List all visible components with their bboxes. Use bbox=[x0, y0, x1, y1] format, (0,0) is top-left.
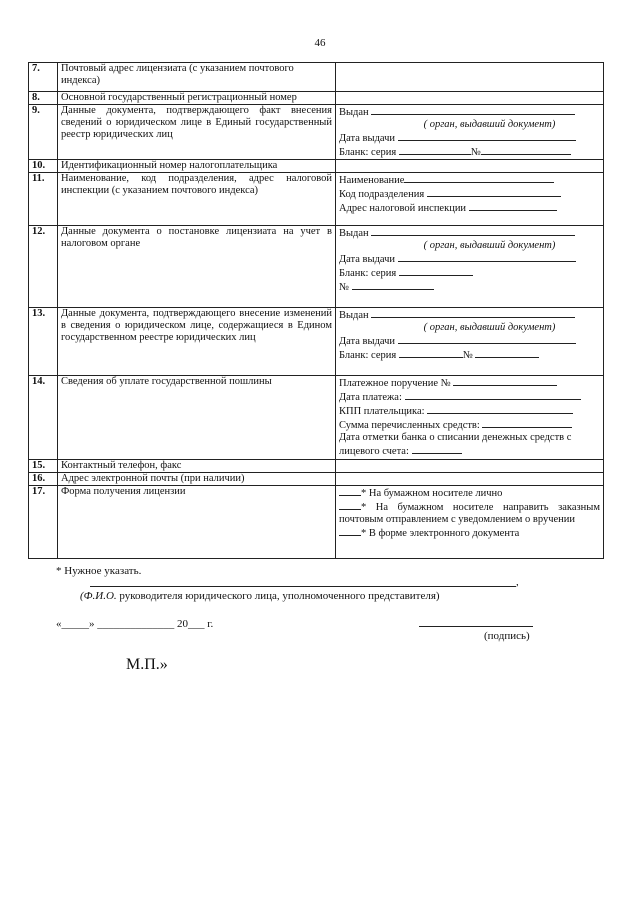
fio-comma: , bbox=[516, 576, 519, 588]
table-row bbox=[29, 63, 604, 92]
option-paper-by-mail bbox=[339, 500, 600, 526]
amount-label: Сумма перечисленных средств: bbox=[339, 420, 480, 431]
division-code-field[interactable] bbox=[427, 187, 561, 197]
issue-date-label: Дата выдачи bbox=[339, 254, 396, 265]
table-row bbox=[29, 226, 604, 308]
table-row bbox=[29, 460, 604, 473]
option-label: * На бумажном носителе лично bbox=[361, 488, 503, 499]
row-description: Адрес электронной почты (при наличии) bbox=[58, 473, 336, 486]
date-line[interactable]: «_____» ______________ 20___ г. bbox=[56, 618, 214, 630]
issued-field[interactable] bbox=[371, 226, 575, 236]
row-number: 12. bbox=[29, 226, 58, 308]
stamp-place: М.П.» bbox=[126, 656, 168, 673]
issue-date-label: Дата выдачи bbox=[339, 133, 396, 144]
row-description: Основной государственный регистрационный номер bbox=[58, 92, 336, 105]
option-checkbox[interactable] bbox=[339, 526, 361, 536]
issued-field[interactable] bbox=[371, 105, 575, 115]
option-label: * На бумажном носителе направить заказным почтовым отправлением с уведомлением о вручении bbox=[339, 502, 600, 525]
payment-order-label: Платежное поручение № bbox=[339, 378, 451, 389]
row-description: Форма получения лицензии bbox=[58, 486, 336, 559]
signature-line[interactable] bbox=[419, 626, 533, 627]
document-details bbox=[336, 308, 604, 376]
table-row bbox=[29, 173, 604, 226]
form-series-field[interactable] bbox=[399, 145, 471, 155]
payment-date-field[interactable] bbox=[405, 390, 581, 400]
row-number: 15. bbox=[29, 460, 58, 473]
form-number-field[interactable] bbox=[481, 145, 571, 155]
form-series-label: Бланк: серия bbox=[339, 147, 397, 158]
issuer-hint: ( орган, выдавший документ) bbox=[423, 119, 556, 130]
bank-mark-label: Дата отметки банка о списании денежных средств с лицевого счета: bbox=[339, 432, 572, 457]
tax-office-details bbox=[336, 173, 604, 226]
form-number-field[interactable] bbox=[475, 348, 539, 358]
row-description: Данные документа, подтверждающего внесение изменений в сведения о юридическом лице, содержащиеся в Едином государственном реестре юридических лиц bbox=[58, 308, 336, 376]
row-description: Идентификационный номер налогоплательщика bbox=[58, 160, 336, 173]
row-number: 8. bbox=[29, 92, 58, 105]
row-number: 9. bbox=[29, 105, 58, 160]
row-description: Сведения об уплате государственной пошлины bbox=[58, 376, 336, 460]
payment-date-label: Дата платежа: bbox=[339, 392, 402, 403]
form-series-field[interactable] bbox=[399, 348, 463, 358]
row-description: Данные документа о постановке лицензиата на учет в налоговом органе bbox=[58, 226, 336, 308]
document-details bbox=[336, 105, 604, 160]
option-electronic bbox=[339, 526, 600, 540]
table-row bbox=[29, 160, 604, 173]
issued-label: Выдан bbox=[339, 107, 369, 118]
form-series-field[interactable] bbox=[399, 266, 473, 276]
issuer-hint: ( орган, выдавший документ) bbox=[423, 322, 556, 333]
fio-label-rest: руководителя юридического лица, уполномоченного представителя) bbox=[116, 590, 440, 602]
row-value-field[interactable] bbox=[336, 460, 604, 473]
issued-label: Выдан bbox=[339, 310, 369, 321]
license-form-table bbox=[28, 62, 604, 559]
row-value-field[interactable] bbox=[336, 160, 604, 173]
row-description: Данные документа, подтверждающего факт внесения сведений о юридическом лице в Единый государственный реестр юридических лиц bbox=[58, 105, 336, 160]
payer-kpp-field[interactable] bbox=[427, 404, 573, 414]
page-number: 46 bbox=[314, 37, 326, 49]
name-field[interactable] bbox=[404, 173, 554, 183]
row-number: 16. bbox=[29, 473, 58, 486]
table-row bbox=[29, 376, 604, 460]
table-row bbox=[29, 92, 604, 105]
row-value-field[interactable] bbox=[336, 473, 604, 486]
number-sign: № bbox=[470, 147, 481, 158]
payer-kpp-label: КПП плательщика: bbox=[339, 406, 425, 417]
table-row bbox=[29, 105, 604, 160]
option-label: * В форме электронного документа bbox=[361, 528, 520, 539]
fio-label bbox=[80, 590, 440, 602]
option-checkbox[interactable] bbox=[339, 486, 361, 496]
form-series-label: Бланк: серия bbox=[339, 268, 397, 279]
division-code-label: Код подразделения bbox=[339, 189, 425, 200]
document-details bbox=[336, 226, 604, 308]
row-description: Наименование, код подразделения, адрес налоговой инспекции (с указанием почтового индекса) bbox=[58, 173, 336, 226]
issue-date-label: Дата выдачи bbox=[339, 336, 396, 347]
license-form-options bbox=[336, 486, 604, 559]
fio-label-italic: (Ф.И.О. bbox=[80, 590, 117, 602]
row-description: Почтовый адрес лицензиата (с указанием почтового индекса) bbox=[58, 63, 336, 92]
fio-signature-line[interactable] bbox=[90, 585, 516, 587]
table-row bbox=[29, 473, 604, 486]
payment-details bbox=[336, 376, 604, 460]
row-number: 17. bbox=[29, 486, 58, 559]
row-number: 7. bbox=[29, 63, 58, 92]
row-value-field[interactable] bbox=[336, 92, 604, 105]
issued-label: Выдан bbox=[339, 228, 369, 239]
signature-label: (подпись) bbox=[484, 630, 530, 642]
issued-field[interactable] bbox=[371, 308, 575, 318]
name-label: Наименование bbox=[339, 175, 405, 186]
tax-address-label: Адрес налоговой инспекции bbox=[339, 203, 467, 214]
form-series-label: Бланк: серия bbox=[339, 350, 397, 361]
issue-date-field[interactable] bbox=[398, 252, 576, 262]
number-sign: № bbox=[339, 282, 350, 293]
option-checkbox[interactable] bbox=[339, 500, 361, 510]
bank-mark-field[interactable] bbox=[412, 444, 462, 454]
number-sign: № bbox=[462, 350, 473, 361]
issue-date-field[interactable] bbox=[398, 131, 576, 141]
footnote: * Нужное указать. bbox=[56, 565, 142, 577]
payment-order-field[interactable] bbox=[453, 376, 557, 386]
option-paper-in-person bbox=[339, 486, 600, 500]
amount-field[interactable] bbox=[482, 418, 572, 428]
form-number-field[interactable] bbox=[352, 280, 434, 290]
row-number: 13. bbox=[29, 308, 58, 376]
row-description: Контактный телефон, факс bbox=[58, 460, 336, 473]
issuer-hint: ( орган, выдавший документ) bbox=[423, 240, 556, 251]
row-number: 14. bbox=[29, 376, 58, 460]
row-value-field[interactable] bbox=[336, 63, 604, 92]
table-row bbox=[29, 486, 604, 559]
row-number: 10. bbox=[29, 160, 58, 173]
table-row bbox=[29, 308, 604, 376]
tax-address-field[interactable] bbox=[469, 201, 557, 211]
issue-date-field[interactable] bbox=[398, 334, 576, 344]
row-number: 11. bbox=[29, 173, 58, 226]
